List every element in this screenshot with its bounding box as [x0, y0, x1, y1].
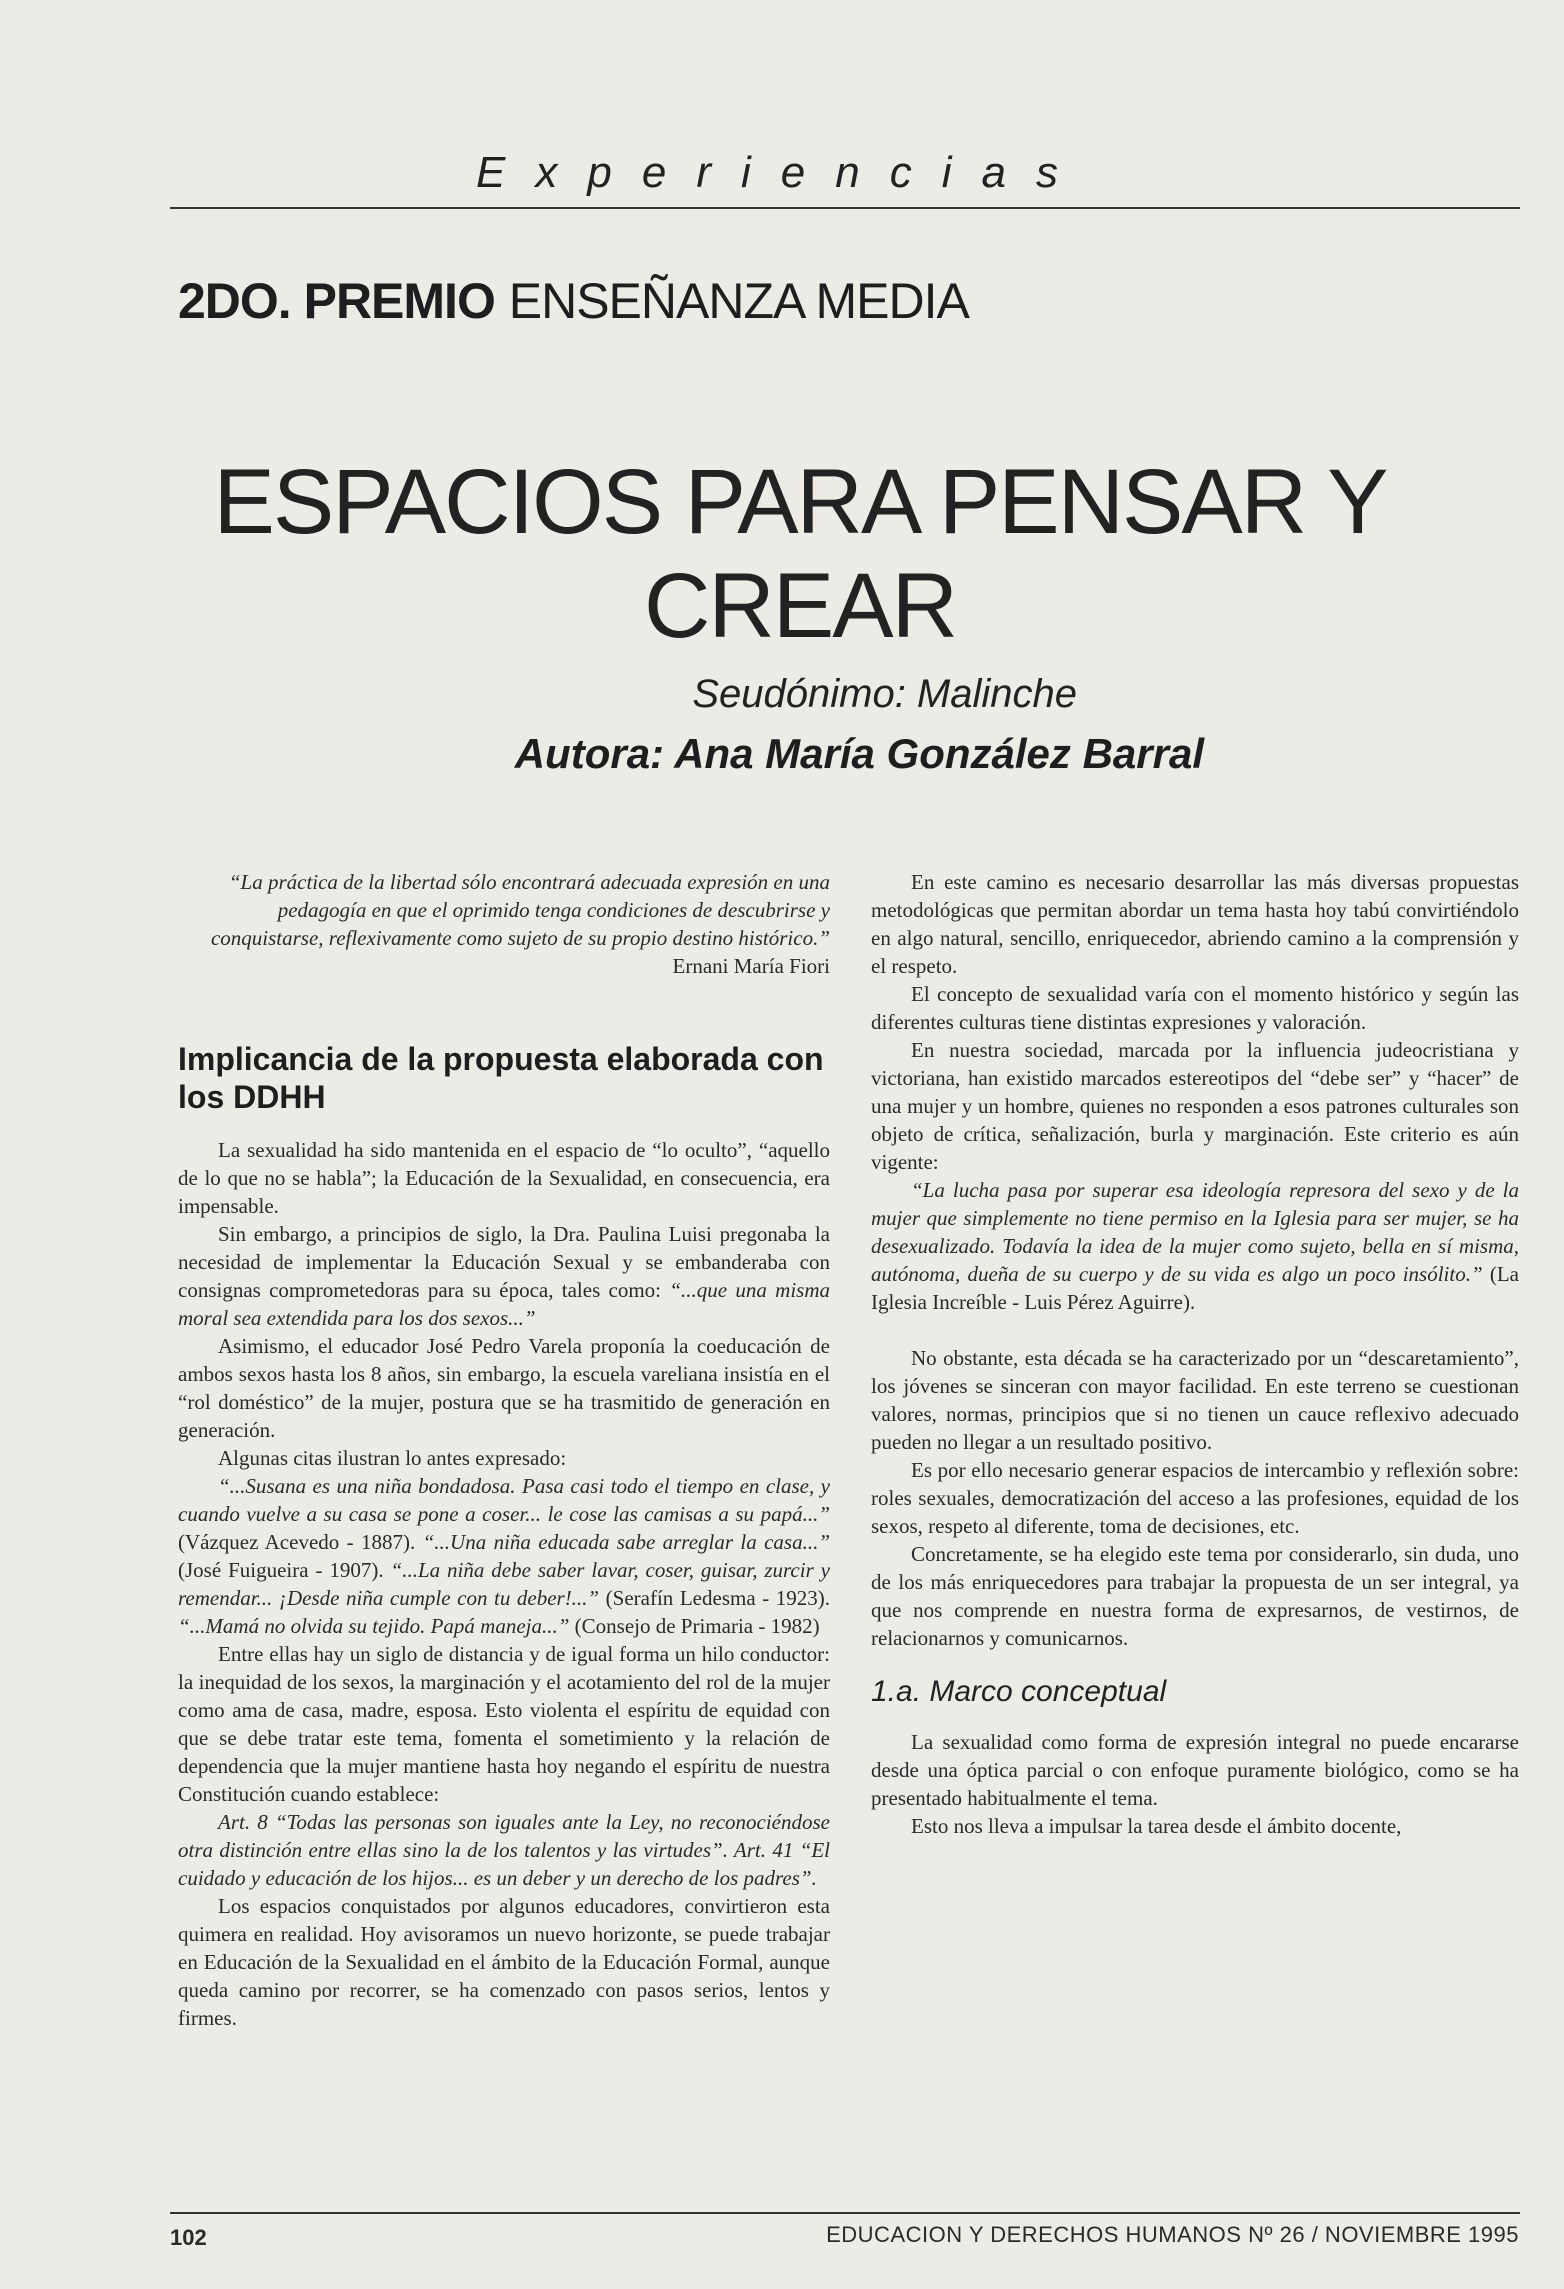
- subsection-heading-marco: 1.a. Marco conceptual: [871, 1675, 1167, 1708]
- paragraph: Es por ello necesario generar espacios de intercambio y reflexión sobre: roles sexuales, democratización del acceso a las profesiones, equidad de los sexos, respeto al diferente, toma de decisiones, etc.: [871, 1458, 1519, 1538]
- constitution-quote: Art. 8 “Todas las personas son iguales ante la Ley, no reconociéndose otra distinción entre ellas sino la de los talentos y las virtudes”. Art. 41 “El cuidado y educación de los hijos... es un deber y un derecho de los padres”.: [178, 1810, 830, 1890]
- quote: “...Mamá no olvida su tejido. Papá maneja...”: [178, 1614, 570, 1638]
- article-title-line-1: ESPACIOS PARA PENSAR Y: [213, 451, 1387, 553]
- epigraph-author: Ernani María Fiori: [672, 954, 830, 978]
- left-column: [178, 868, 830, 2032]
- paragraph: En este camino es necesario desarrollar las más diversas propuestas metodológicas que permitan abordar un tema hasta hoy tabú convirtiéndolo en algo natural, sencillo, enriquecedor, abriendo camino a la comprensión y el respeto.: [871, 870, 1519, 978]
- quotes-block: “...Susana es una niña bondadosa. Pasa casi todo el tiempo en clase, y cuando vuelve a su casa se pone a coser... le cose las camisas a su papá...” (Vázquez Acevedo - 1887). “...Una niña educada sabe arreglar la casa...” (José Fuigueira - 1907). “...La niña debe saber lavar, coser, guisar, zurcir y remendar... ¡Desde niña cumple con tu deber!...” (Serafín Ledesma - 1923). “...Mamá no olvida su tejido. Papá maneja...” (Consejo de Primaria - 1982): [178, 1474, 830, 1638]
- header-rule: [170, 207, 1520, 209]
- quote-luisi: “...que una misma moral sea extendida para los dos sexos...”: [178, 1278, 830, 1330]
- paragraph: No obstante, esta década se ha caracterizado por un “descaretamiento”, los jóvenes se sinceran con mayor facilidad. En este terreno se cuestionan valores, normas, principios que si no tienen un cauce reflexivo adecuado pueden no llegar a un resultado positivo.: [871, 1346, 1519, 1454]
- paragraph: Asimismo, el educador José Pedro Varela proponía la coeducación de ambos sexos hasta los 8 años, sin embargo, la escuela vareliana insistía en el “rol doméstico” de la mujer, postura que se ha trasmitido de generación en generación.: [178, 1334, 830, 1442]
- paragraph: El concepto de sexualidad varía con el momento histórico y según las diferentes culturas tiene distintas expresiones y valoración.: [871, 982, 1519, 1034]
- paragraph: La sexualidad como forma de expresión integral no puede encararse desde una óptica parcial o con enfoque puramente biológico, como se ha presentado habitualmente el tema.: [871, 1730, 1519, 1810]
- article-title: [200, 450, 1400, 658]
- paragraph: Concretamente, se ha elegido este tema por considerarlo, sin duda, uno de los más enriquecedores para trabajar la propuesta de un ser integral, ya que nos comprende en nuestra forma de expresarnos, de vestirnos, de relacionarnos y comunicarnos.: [871, 1542, 1519, 1650]
- quote: “...Una niña educada sabe arreglar la casa...”: [422, 1530, 830, 1554]
- award-heading: [178, 272, 969, 330]
- right-column: [871, 868, 1519, 1840]
- paragraph: Esto nos lleva a impulsar la tarea desde el ámbito docente,: [911, 1814, 1402, 1838]
- award-category: ENSEÑANZA MEDIA: [508, 273, 969, 329]
- paragraph: En nuestra sociedad, marcada por la influencia judeocristiana y victoriana, han existido marcados estereotipos del “debe ser” y “hacer” de una mujer y un hombre, quienes no responden a esos patrones culturales son objeto de crítica, señalización, burla y marginación. Este criterio es aún vigente:: [871, 1038, 1519, 1174]
- page-number: 102: [170, 2225, 207, 2250]
- article-title-line-2: CREAR: [643, 555, 957, 657]
- epigraph-text: “La práctica de la libertad sólo encontrará adecuada expresión en una pedagogía en que el oprimido tenga condiciones de descubrirse y conquistarse, reflexivamente como sujeto de su propio destino histórico.”: [210, 870, 830, 950]
- award-rank: 2DO. PREMIO: [178, 273, 495, 329]
- quote-perez-aguirre: “La lucha pasa por superar esa ideología represora del sexo y de la mujer que simplemente no tiene permiso en la Iglesia para ser mujer, se ha desexualizado. Todavía la idea de la mujer como sujeto, bella en sí misma, autónoma, dueña de su cuerpo y de su vida es algo un poco insólito.” (La Iglesia Increíble - Luis Pérez Aguirre).: [871, 1178, 1519, 1314]
- author: Autora: Ana María González Barral: [514, 730, 1204, 777]
- pseudonym: Seudónimo: Malinche: [692, 672, 1077, 716]
- paragraph: Sin embargo, a principios de siglo, la Dra. Paulina Luisi pregonaba la necesidad de implementar la Educación Sexual y se embanderaba con consignas comprometedoras para su época, tales como: “...que una misma moral sea extendida para los dos sexos...”: [178, 1222, 830, 1330]
- paragraph: Algunas citas ilustran lo antes expresado:: [218, 1446, 567, 1470]
- section-label: Experiencias: [476, 148, 1088, 197]
- publication-footer: EDUCACION Y DERECHOS HUMANOS Nº 26 / NOVIEMBRE 1995: [826, 2222, 1519, 2247]
- paragraph: Entre ellas hay un siglo de distancia y de igual forma un hilo conductor: la inequidad de los sexos, la marginación y el acotamiento del rol de la mujer como ama de casa, madre, esposa. Esto violenta el espíritu de equidad con que se debe tratar este tema, fomenta el sometimiento y la relación de dependencia que la mujer mantiene hasta hoy negando el espíritu de nuestra Constitución cuando establece:: [178, 1642, 830, 1806]
- quote: “...Susana es una niña bondadosa. Pasa casi todo el tiempo en clase, y cuando vuelve a su casa se pone a coser... le cose las camisas a su papá...”: [178, 1474, 830, 1526]
- footer-rule: [170, 2212, 1520, 2214]
- quote: “...La niña debe saber lavar, coser, guisar, zurcir y remendar... ¡Desde niña cumple con tu deber!...”: [178, 1558, 830, 1610]
- paragraph: La sexualidad ha sido mantenida en el espacio de “lo oculto”, “aquello de lo que no se habla”; la Educación de la Sexualidad, en consecuencia, era impensable.: [178, 1138, 830, 1218]
- section-heading-ddhh: Implicancia de la propuesta elaborada con los DDHH: [178, 1041, 824, 1115]
- paragraph: Los espacios conquistados por algunos educadores, convirtieron esta quimera en realidad. Hoy avisoramos un nuevo horizonte, se puede trabajar en Educación de la Sexualidad en el ámbito de la Educación Formal, aunque queda camino por recorrer, se ha comenzado con pasos serios, lentos y firmes.: [178, 1894, 830, 2030]
